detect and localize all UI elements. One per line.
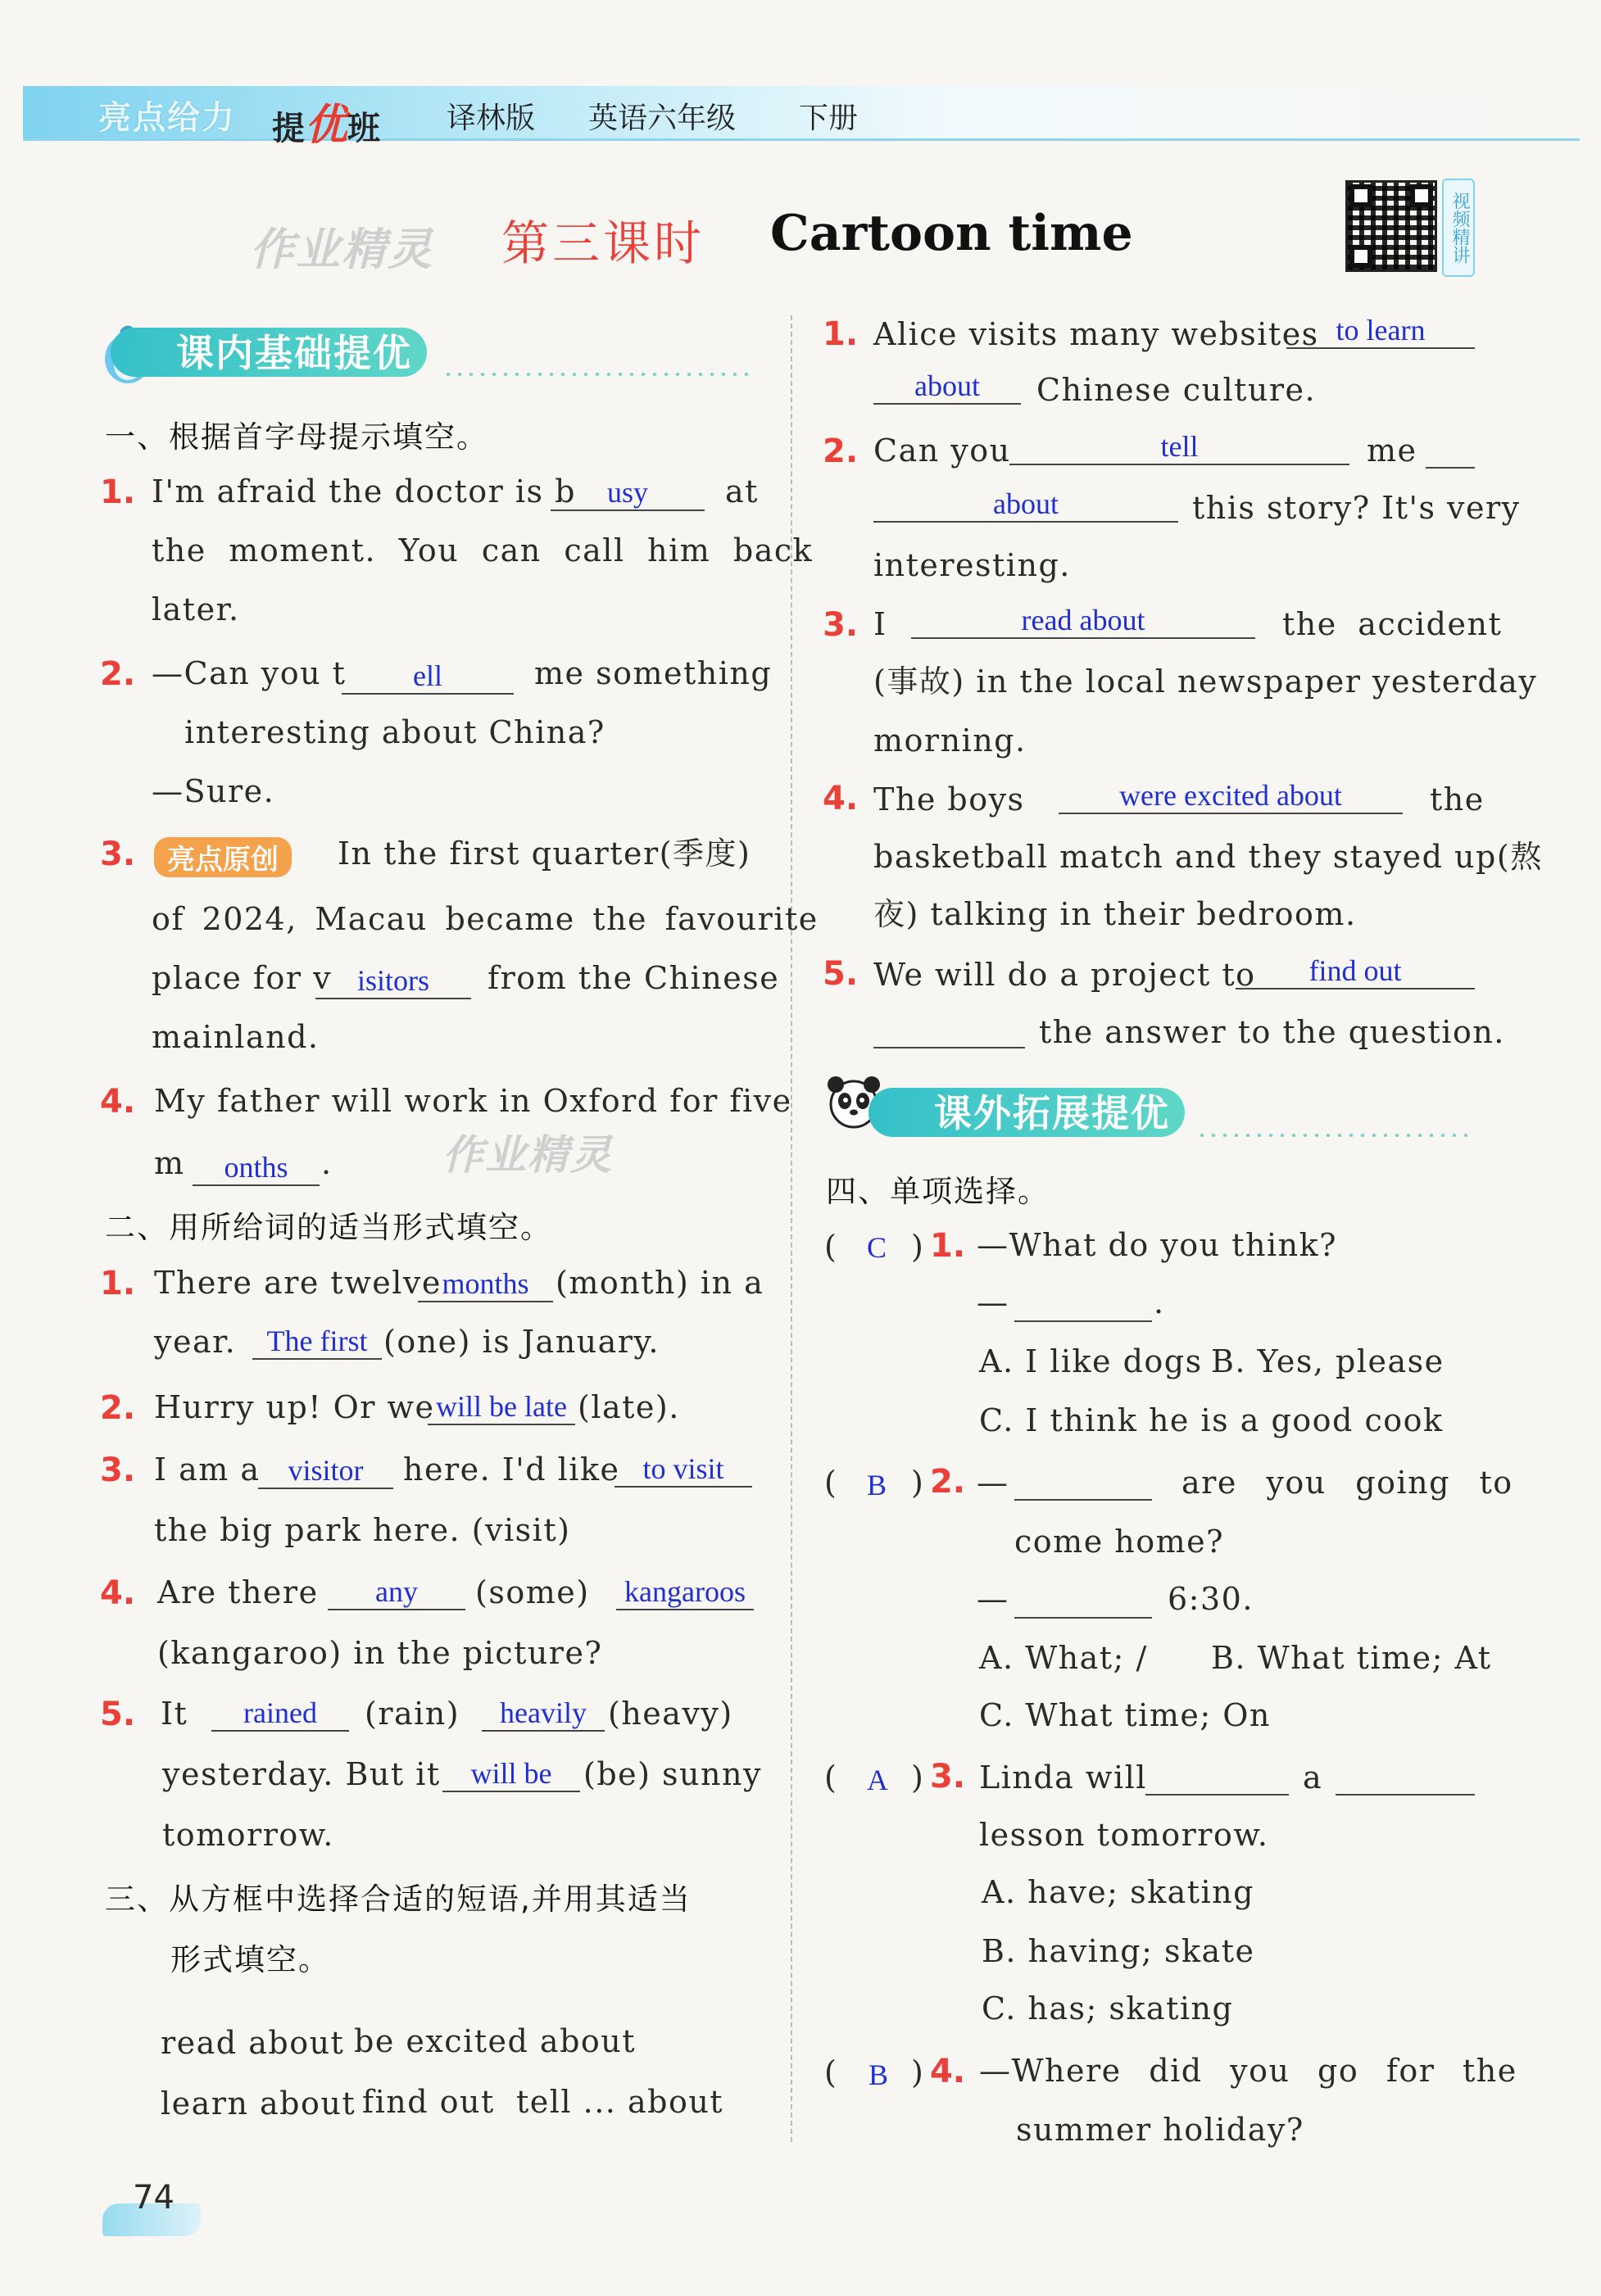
question-text: 夜) talking in their bedroom. <box>873 896 1357 932</box>
question-text: In the first quarter(季度) <box>338 836 751 872</box>
paren-open: ( <box>824 1759 838 1796</box>
question-text: m <box>154 1145 185 1181</box>
question-text: interesting about China? <box>184 714 605 750</box>
question-text: Can you <box>873 432 1011 469</box>
question-text: interesting. <box>873 547 1071 583</box>
answer-blank[interactable]: tell <box>1009 429 1349 465</box>
question-text: My father will work in Oxford for five <box>154 1083 792 1119</box>
paren-open: ( <box>824 1465 838 1501</box>
series-name <box>272 90 380 152</box>
answer-blank[interactable] <box>1014 1466 1152 1501</box>
question-text: place for v <box>152 960 333 996</box>
page-number: 74 <box>133 2179 175 2217</box>
question-number: 3. <box>930 1758 966 1796</box>
answer-blank[interactable]: any <box>328 1574 465 1610</box>
original-badge: 亮点原创 <box>154 837 292 877</box>
question-text: I'm afraid the doctor is b <box>152 473 576 509</box>
question-text: lesson tomorrow. <box>979 1817 1269 1853</box>
column-divider <box>791 315 792 2142</box>
answer-blank[interactable] <box>1426 432 1475 469</box>
series-char-1: 提 <box>272 110 305 147</box>
answer-blank[interactable] <box>1336 1761 1475 1796</box>
answer-blank[interactable]: rained <box>211 1696 349 1732</box>
question-number: 1. <box>100 1265 136 1302</box>
qr-code[interactable] <box>1345 180 1437 272</box>
word-box-item: read about <box>161 2025 345 2061</box>
answer-blank[interactable]: will be <box>442 1756 580 1792</box>
question-text: —Sure. <box>152 773 275 809</box>
question-text: come home? <box>1014 1524 1225 1560</box>
section-banner-basic: 课内基础提优 <box>111 328 427 377</box>
question-text: Linda will <box>979 1759 1147 1796</box>
question-text: I <box>873 606 887 642</box>
question-number: 4. <box>823 780 859 817</box>
question-text: (month) in a <box>556 1265 764 1301</box>
option-text[interactable]: B. What time; At <box>1211 1640 1492 1676</box>
answer-blank[interactable]: ell <box>342 659 514 695</box>
paren-open: ( <box>824 2054 838 2090</box>
question-text: —Can you t <box>152 655 347 691</box>
question-text: of 2024, Macau became the favourite <box>152 901 819 937</box>
question-text: a <box>1303 1759 1323 1796</box>
question-number: 2. <box>823 432 859 470</box>
answer-blank[interactable]: about <box>873 369 1021 405</box>
series-char-3: 班 <box>347 110 381 147</box>
question-text: Chinese culture. <box>1036 372 1317 408</box>
option-text[interactable]: C. What time; On <box>979 1697 1271 1733</box>
option-text[interactable]: A. have; skating <box>982 1874 1254 1910</box>
question-number: 4. <box>930 2053 966 2090</box>
question-text: (one) is January. <box>383 1324 660 1360</box>
series-char-2: 优 <box>305 101 348 150</box>
word-box-item: find out <box>362 2084 495 2120</box>
lesson-title-cn: 第三课时 <box>501 215 705 271</box>
watermark: 作业精灵 <box>442 1131 613 1179</box>
answer-blank[interactable] <box>1145 1761 1289 1796</box>
answer-blank[interactable]: visitor <box>258 1453 393 1489</box>
choice-answer[interactable]: A <box>867 1764 888 1796</box>
word-box-item: tell ... about <box>516 2084 724 2120</box>
question-number: 1. <box>930 1227 966 1265</box>
question-text: at <box>725 473 759 509</box>
question-text: (some) <box>475 1574 590 1610</box>
question-text: It <box>161 1696 188 1732</box>
lesson-title-en: Cartoon time <box>770 205 1133 262</box>
question-number: 5. <box>823 955 859 993</box>
question-text: the moment. You can call him back <box>152 532 814 568</box>
paren-close: ) <box>911 1759 925 1796</box>
question-text: (be) sunny <box>583 1756 762 1792</box>
question-text: (rain) <box>365 1696 460 1732</box>
question-text: (事故) in the local newspaper yesterday <box>873 663 1538 700</box>
answer-blank[interactable]: usy <box>551 475 705 511</box>
answer-blank[interactable]: find out <box>1236 953 1475 989</box>
question-text: this story? It's very <box>1192 490 1521 526</box>
question-text: Are there <box>157 1574 319 1610</box>
answer-blank[interactable]: to visit <box>615 1451 752 1488</box>
question-text: — <box>977 1581 1009 1617</box>
volume-label: 下册 <box>799 102 859 135</box>
subject-label: 英语六年级 <box>588 102 737 135</box>
answer-blank[interactable]: months <box>418 1266 553 1302</box>
question-number: 5. <box>100 1696 136 1733</box>
paren-close: ) <box>911 1229 925 1265</box>
part2-heading: 二、用所给词的适当形式填空。 <box>105 1210 552 1245</box>
answer-blank[interactable]: will be late <box>428 1389 575 1425</box>
part3-heading-cont: 形式填空。 <box>170 1942 330 1977</box>
part1-heading: 一、根据首字母提示填空。 <box>105 419 488 455</box>
question-number: 3. <box>100 1451 136 1489</box>
paren-close: ) <box>911 1465 925 1501</box>
answer-blank[interactable]: read about <box>911 603 1255 639</box>
answer-blank[interactable]: about <box>873 487 1178 523</box>
paren-close: ) <box>911 2054 925 2090</box>
question-text: the <box>1430 781 1485 817</box>
question-number: 3. <box>823 606 859 644</box>
part3-heading: 三、从方框中选择合适的短语,并用其适当 <box>105 1882 692 1917</box>
question-text: tomorrow. <box>162 1817 334 1853</box>
option-text[interactable]: A. I like dogs <box>979 1343 1203 1379</box>
dotted-rule <box>442 373 754 376</box>
question-number: 2. <box>100 655 136 693</box>
question-text: the big park here. (visit) <box>154 1512 571 1548</box>
question-text: summer holiday? <box>1016 2112 1304 2148</box>
question-text: year. <box>154 1324 237 1360</box>
answer-blank[interactable]: isitors <box>315 963 471 999</box>
question-text: Hurry up! Or we <box>154 1389 435 1425</box>
question-number: 2. <box>100 1389 136 1427</box>
question-text: There are twelve <box>154 1265 442 1301</box>
question-text: (heavy) <box>608 1696 733 1732</box>
question-text: . <box>321 1145 333 1181</box>
section-banner-extended: 课外拓展提优 <box>869 1088 1185 1137</box>
question-text: (late). <box>578 1389 680 1425</box>
question-text: me <box>1367 432 1417 469</box>
part4-heading: 四、单项选择。 <box>826 1174 1050 1209</box>
choice-answer[interactable]: B <box>869 2058 889 2091</box>
question-text: are you going to <box>1181 1465 1513 1501</box>
answer-blank[interactable]: onths <box>193 1150 320 1186</box>
option-text[interactable]: C. has; skating <box>982 1990 1234 2027</box>
question-text: me something <box>534 655 773 691</box>
edition-label: 译林版 <box>447 102 536 135</box>
question-text: —What do you think? <box>977 1227 1337 1263</box>
question-text: yesterday. But it <box>162 1756 441 1792</box>
question-text: here. I'd like <box>403 1451 620 1488</box>
question-number: 3. <box>100 836 136 873</box>
answer-blank[interactable] <box>1014 1288 1152 1322</box>
answer-blank[interactable]: to learn <box>1286 313 1475 349</box>
question-number: 1. <box>823 315 859 353</box>
question-text: the accident <box>1282 606 1503 642</box>
question-text: (kangaroo) in the picture? <box>157 1635 603 1671</box>
question-text: I am a <box>154 1451 261 1488</box>
question-text: basketball match and they stayed up(熬 <box>873 839 1543 875</box>
question-number: 1. <box>100 473 136 511</box>
question-number: 2. <box>930 1463 966 1501</box>
answer-blank[interactable]: heavily <box>482 1696 605 1732</box>
paren-open: ( <box>824 1229 838 1265</box>
word-box-item: learn about <box>161 2085 356 2122</box>
question-text: the answer to the question. <box>1039 1014 1505 1050</box>
choice-answer[interactable]: B <box>867 1469 887 1501</box>
question-text: later. <box>152 591 240 627</box>
answer-blank[interactable] <box>873 1014 1025 1048</box>
question-text: Alice visits many websites <box>873 316 1319 352</box>
answer-blank[interactable]: kangaroos <box>616 1574 754 1610</box>
word-box-item: be excited about <box>354 2023 637 2059</box>
question-text: mainland. <box>152 1019 320 1055</box>
answer-blank[interactable]: were excited about <box>1059 778 1403 814</box>
period: . <box>1154 1284 1165 1320</box>
choice-answer[interactable]: C <box>867 1231 887 1264</box>
video-lesson-tag[interactable]: 视频精讲 <box>1442 179 1475 277</box>
option-text[interactable]: B. having; skate <box>982 1933 1255 1969</box>
dotted-rule <box>1196 1134 1475 1137</box>
question-number: 4. <box>100 1083 136 1121</box>
question-text: 6:30. <box>1168 1581 1254 1617</box>
question-text: The boys <box>873 781 1025 817</box>
question-text: from the Chinese <box>488 960 780 996</box>
answer-blank[interactable] <box>1014 1584 1152 1619</box>
option-text[interactable]: C. I think he is a good cook <box>979 1402 1444 1438</box>
question-number: 4. <box>100 1574 136 1612</box>
question-text: We will do a project to <box>873 957 1256 993</box>
option-text[interactable]: A. What; / <box>979 1640 1148 1676</box>
watermark: 作业精灵 <box>250 224 433 275</box>
option-text[interactable]: B. Yes, please <box>1211 1343 1445 1379</box>
answer-blank[interactable]: The first <box>252 1324 382 1360</box>
question-text: — <box>977 1284 1009 1320</box>
question-text: — <box>977 1465 1009 1501</box>
question-text: morning. <box>873 722 1027 759</box>
question-text: —Where did you go for the <box>979 2053 1517 2089</box>
brand-name: 亮点给力 <box>98 99 236 137</box>
